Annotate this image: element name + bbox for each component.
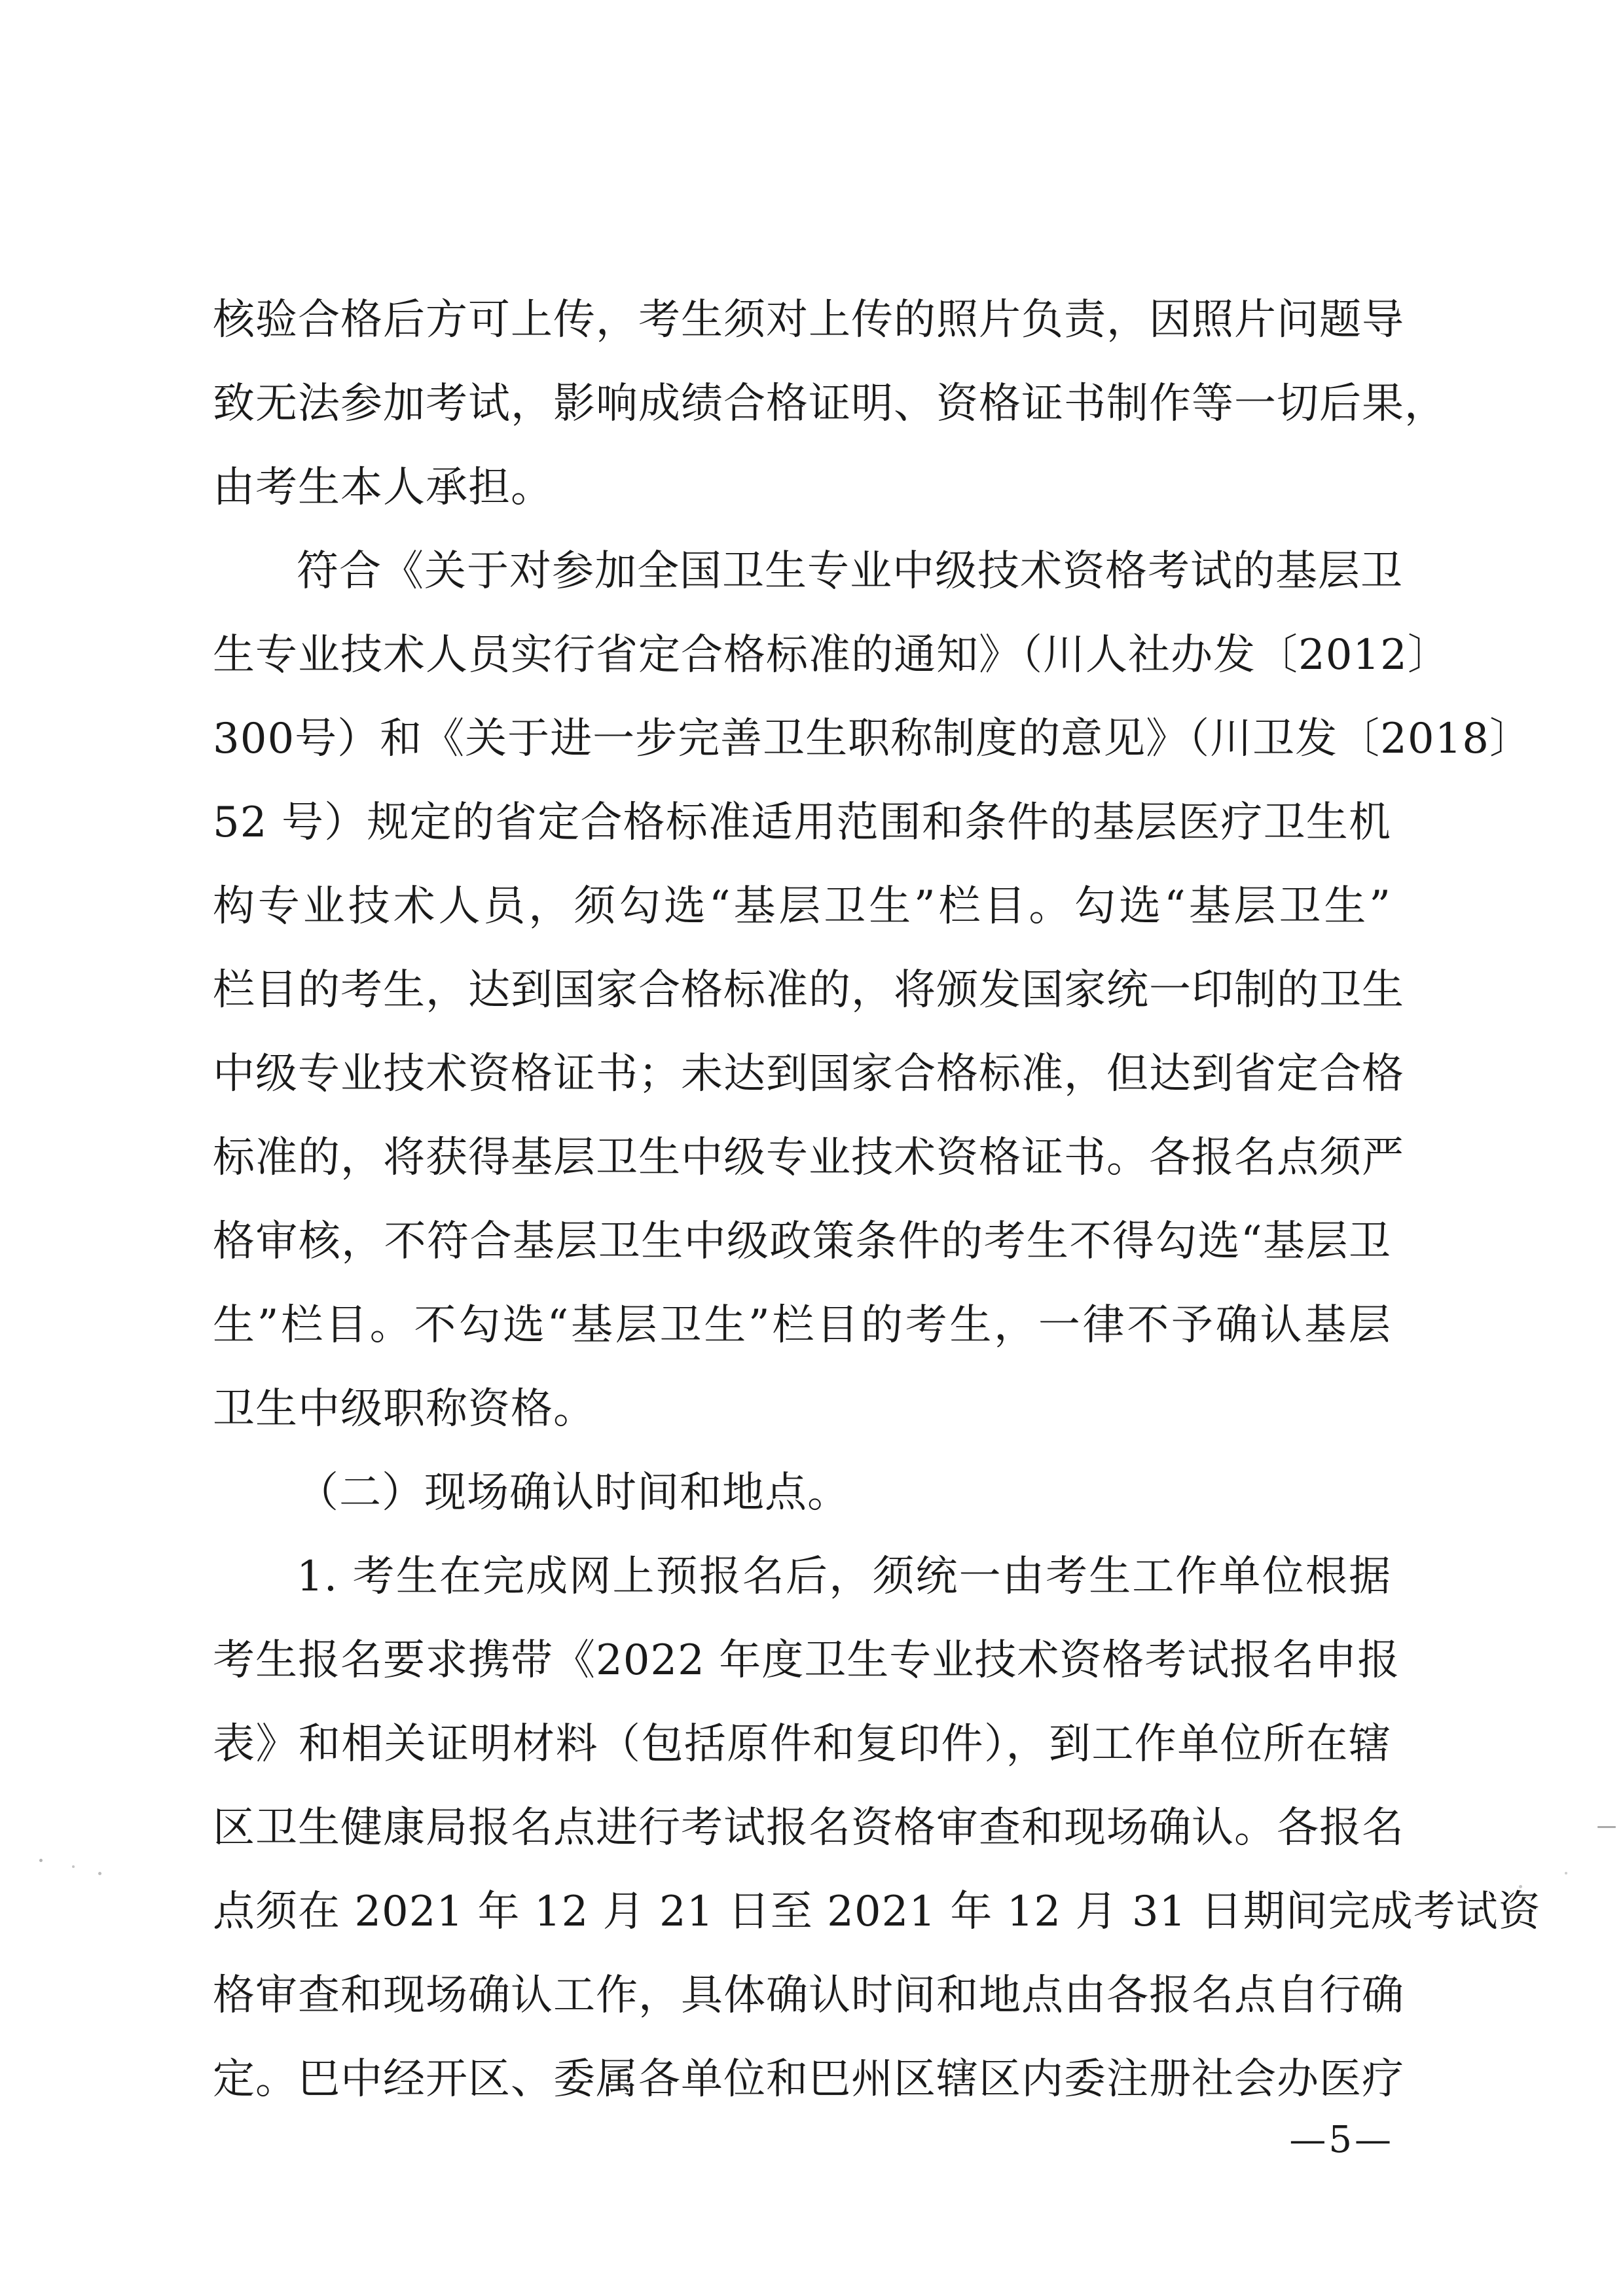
paragraph-line: 致无法参加考试，影响成绩合格证明、资格证书制作等一切后果， bbox=[213, 380, 1447, 428]
paragraph-line: 300号）和《关于进一步完善卫生职称制度的意见》（川卫发〔2018〕 bbox=[213, 715, 1533, 763]
body-text bbox=[213, 278, 1541, 2121]
scan-speck bbox=[39, 1859, 43, 1862]
paragraph-line: 中级专业技术资格证书；未达到国家合格标准，但达到省定合格 bbox=[213, 1050, 1404, 1098]
section-heading: （二）现场确认时间和地点。 bbox=[297, 1469, 850, 1517]
scan-speck bbox=[98, 1872, 101, 1875]
paragraph-line: 考生报名要求携带《2022 年度卫生专业技术资格考试报名申报 bbox=[213, 1636, 1400, 1685]
scan-speck bbox=[1519, 1885, 1522, 1888]
scan-speck bbox=[1597, 1826, 1616, 1828]
paragraph-line: 点须在 2021 年 12 月 21 日至 2021 年 12 月 31 日期间完成考试资 bbox=[213, 1888, 1541, 1936]
paragraph-line: 格审核，不符合基层卫生中级政策条件的考生不得勾选“基层卫 bbox=[213, 1217, 1391, 1266]
paragraph-line: 区卫生健康局报名点进行考试报名资格审查和现场确认。各报名 bbox=[213, 1804, 1404, 1852]
paragraph-line: 由考生本人承担。 bbox=[213, 463, 553, 512]
paragraph-line: 构专业技术人员，须勾选“基层卫生”栏目。勾选“基层卫生” bbox=[213, 882, 1391, 931]
paragraph-line: 1. 考生在完成网上预报名后，须统一由考生工作单位根据 bbox=[297, 1552, 1391, 1601]
paragraph-line: 栏目的考生，达到国家合格标准的，将颁发国家统一印制的卫生 bbox=[213, 966, 1404, 1014]
paragraph-line: 符合《关于对参加全国卫生专业中级技术资格考试的基层卫 bbox=[297, 547, 1403, 596]
paragraph-line: 52 号）规定的省定合格标准适用范围和条件的基层医疗卫生机 bbox=[213, 798, 1391, 847]
paragraph-line: 格审查和现场确认工作，具体确认时间和地点由各报名点自行确 bbox=[213, 1971, 1404, 2020]
paragraph-line: 生”栏目。不勾选“基层卫生”栏目的考生，一律不予确认基层 bbox=[213, 1301, 1391, 1350]
paragraph-line: 表》和相关证明材料（包括原件和复印件），到工作单位所在辖 bbox=[213, 1720, 1391, 1768]
scan-speck bbox=[1565, 1872, 1567, 1874]
scan-speck bbox=[72, 1865, 75, 1868]
page-number: —5— bbox=[1289, 2119, 1394, 2161]
paragraph-line: 核验合格后方可上传，考生须对上传的照片负责，因照片问题导 bbox=[213, 296, 1404, 344]
paragraph-line: 定。巴中经开区、委属各单位和巴州区辖区内委注册社会办医疗 bbox=[213, 2055, 1404, 2104]
paragraph-line: 生专业技术人员实行省定合格标准的通知》（川人社办发〔2012〕 bbox=[213, 631, 1450, 679]
paragraph-line: 标准的，将获得基层卫生中级专业技术资格证书。各报名点须严 bbox=[213, 1134, 1404, 1182]
paragraph-line: 卫生中级职称资格。 bbox=[213, 1385, 596, 1433]
